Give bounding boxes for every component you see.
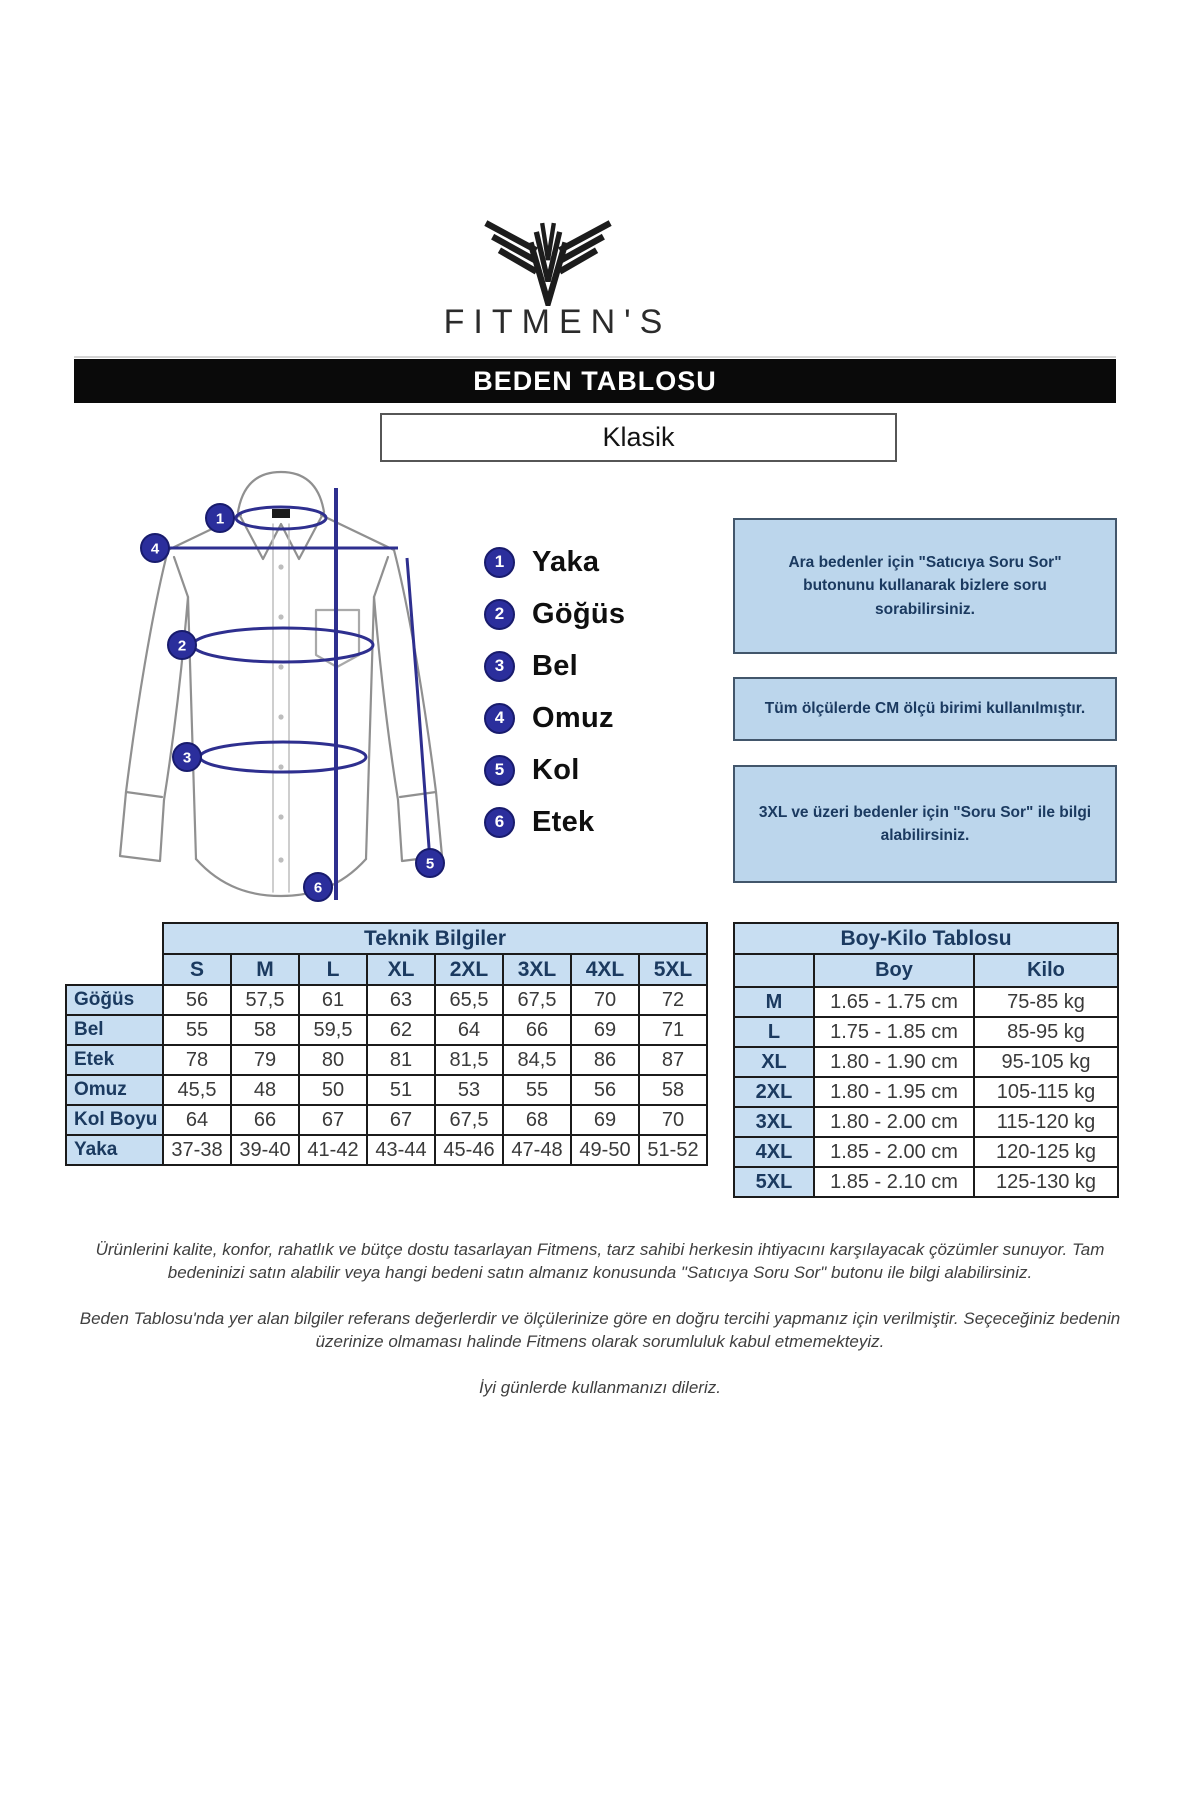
measure-value: 55: [163, 1015, 231, 1045]
measure-value: 66: [231, 1105, 299, 1135]
measure-marker-num: 2: [177, 637, 187, 655]
height-value: 1.80 - 1.95 cm: [814, 1077, 974, 1107]
measure-value: 71: [639, 1015, 707, 1045]
height-weight-table: [733, 922, 1119, 1198]
measure-value: 72: [639, 985, 707, 1015]
measure-value: 37-38: [163, 1135, 231, 1165]
footer-paragraph: İyi günlerde kullanmanızı dileriz.: [479, 1378, 721, 1397]
measure-value: 69: [571, 1015, 639, 1045]
legend-item-1: [484, 543, 734, 581]
footer-paragraph: Beden Tablosu'nda yer alan bilgiler referans değerlerdir ve ölçülerinize göre en doğru tercihi yapmanız için verilmiştir. Seçeceğiniz bedenin üzerinize olmaması halinde Fitmens olarak sorumluluk kabul etmemekteyiz.: [79, 1309, 1121, 1351]
measure-value: 57,5: [231, 985, 299, 1015]
measure-value: 39-40: [231, 1135, 299, 1165]
measure-value: 62: [367, 1015, 435, 1045]
measure-value: 67: [299, 1105, 367, 1135]
legend-num-badge: 6: [484, 807, 515, 838]
measure-value: 45-46: [435, 1135, 503, 1165]
measure-value: 70: [639, 1105, 707, 1135]
measure-row-label: Bel: [66, 1015, 163, 1045]
measure-value: 81: [367, 1045, 435, 1075]
page-title: BEDEN TABLOSU: [473, 365, 717, 396]
measure-row-label: Etek: [66, 1045, 163, 1075]
measure-value: 56: [163, 985, 231, 1015]
measure-value: 84,5: [503, 1045, 571, 1075]
measure-row: [66, 1105, 707, 1135]
legend-item-3: [484, 647, 734, 685]
legend-item-2: [484, 595, 734, 633]
tech-table-header-row: [66, 923, 707, 954]
subtitle: Klasik: [602, 422, 675, 452]
legend-label: Yaka: [532, 545, 600, 578]
height-weight-row: [734, 1017, 1118, 1047]
size-col-header-m: M: [231, 954, 299, 985]
measure-value: 48: [231, 1075, 299, 1105]
body-table-title: Boy-Kilo Tablosu: [734, 923, 1118, 954]
body-table-header-row: [734, 923, 1118, 954]
size-cell-4xl: 4XL: [734, 1137, 814, 1167]
measure-value: 58: [231, 1015, 299, 1045]
measure-value: 58: [639, 1075, 707, 1105]
legend-item-5: [484, 751, 734, 789]
size-col-header-5xl: 5XL: [639, 954, 707, 985]
measure-value: 53: [435, 1075, 503, 1105]
size-col-header-l: L: [299, 954, 367, 985]
measure-value: 56: [571, 1075, 639, 1105]
measure-value: 79: [231, 1045, 299, 1075]
measure-value: 47-48: [503, 1135, 571, 1165]
size-col-blank: [734, 954, 814, 987]
footer-paragraph: Ürünlerini kalite, konfor, rahatlık ve bütçe dostu tasarlayan Fitmens, tarz sahibi herkesin ihtiyacını karşılayacak çözümler sunuyor. Tam bedeninizi satın alabilir veya hangi bedeni satın almanız konusunda "Satıcıya Soru Sor" butonu ile bilgi alabilirsiniz.: [95, 1240, 1105, 1282]
legend-num-badge: 4: [484, 703, 515, 734]
weight-value: 120-125 kg: [974, 1137, 1118, 1167]
measure-value: 70: [571, 985, 639, 1015]
info-box-intermediate-sizes: [733, 518, 1117, 654]
weight-value: 95-105 kg: [974, 1047, 1118, 1077]
collar-button: [272, 509, 290, 518]
buttons: [278, 564, 283, 862]
weight-value: 105-115 kg: [974, 1077, 1118, 1107]
size-cell-xl: XL: [734, 1047, 814, 1077]
measure-value: 41-42: [299, 1135, 367, 1165]
measure-value: 67: [367, 1105, 435, 1135]
measure-row: [66, 1135, 707, 1165]
legend-label: Omuz: [532, 701, 614, 734]
measure-marker-num: 6: [313, 879, 323, 897]
blank-cell: [66, 923, 163, 985]
measure-marker-num: 3: [182, 749, 192, 767]
info-box-text: Tüm ölçülerde CM ölçü birimi kullanılmıştır.: [764, 700, 1086, 718]
measure-row-label: Kol Boyu: [66, 1105, 163, 1135]
size-cell-3xl: 3XL: [734, 1107, 814, 1137]
legend-num-badge: 5: [484, 755, 515, 786]
legend-item-4: [484, 699, 734, 737]
measure-row-label: Yaka: [66, 1135, 163, 1165]
measure-value: 86: [571, 1045, 639, 1075]
legend-item-6: [484, 803, 734, 841]
tech-table-title: Teknik Bilgiler: [163, 923, 707, 954]
height-value: 1.85 - 2.00 cm: [814, 1137, 974, 1167]
measure-value: 63: [367, 985, 435, 1015]
measure-value: 67,5: [503, 985, 571, 1015]
height-col-header: Boy: [814, 954, 974, 987]
weight-value: 125-130 kg: [974, 1167, 1118, 1197]
measure-value: 51-52: [639, 1135, 707, 1165]
size-col-header-4xl: 4XL: [571, 954, 639, 985]
measure-value: 55: [503, 1075, 571, 1105]
height-value: 1.65 - 1.75 cm: [814, 987, 974, 1017]
measure-row: [66, 1015, 707, 1045]
measure-row: [66, 1075, 707, 1105]
measure-value: 43-44: [367, 1135, 435, 1165]
measure-row: [66, 1045, 707, 1075]
measure-value: 64: [163, 1105, 231, 1135]
size-col-header-s: S: [163, 954, 231, 985]
size-cell-m: M: [734, 987, 814, 1017]
size-col-header-3xl: 3XL: [503, 954, 571, 985]
height-value: 1.75 - 1.85 cm: [814, 1017, 974, 1047]
legend-label: Bel: [532, 649, 579, 682]
weight-value: 85-95 kg: [974, 1017, 1118, 1047]
measure-value: 51: [367, 1075, 435, 1105]
height-weight-row: [734, 987, 1118, 1017]
size-header-row: [66, 954, 707, 985]
measure-row-label: Göğüs: [66, 985, 163, 1015]
measure-value: 64: [435, 1015, 503, 1045]
height-weight-row: [734, 1137, 1118, 1167]
height-weight-row: [734, 1077, 1118, 1107]
size-col-header-xl: XL: [367, 954, 435, 985]
height-value: 1.80 - 2.00 cm: [814, 1107, 974, 1137]
measure-row: [66, 985, 707, 1015]
measure-value: 67,5: [435, 1105, 503, 1135]
size-cell-5xl: 5XL: [734, 1167, 814, 1197]
height-value: 1.85 - 2.10 cm: [814, 1167, 974, 1197]
measure-value: 65,5: [435, 985, 503, 1015]
measure-marker-num: 1: [215, 510, 225, 528]
measure-value: 66: [503, 1015, 571, 1045]
measure-value: 59,5: [299, 1015, 367, 1045]
legend: [484, 543, 734, 855]
height-weight-row: [734, 1047, 1118, 1077]
info-box-3xl-plus: [733, 765, 1117, 883]
legend-num-badge: 1: [484, 547, 515, 578]
wings-emblem-icon: [480, 214, 616, 306]
size-table: [65, 922, 708, 1166]
legend-num-badge: 3: [484, 651, 515, 682]
weight-value: 75-85 kg: [974, 987, 1118, 1017]
height-weight-row: [734, 1167, 1118, 1197]
height-value: 1.80 - 1.90 cm: [814, 1047, 974, 1077]
body-table-columns-row: [734, 954, 1118, 987]
size-cell-2xl: 2XL: [734, 1077, 814, 1107]
measure-value: 87: [639, 1045, 707, 1075]
measure-value: 50: [299, 1075, 367, 1105]
measure-row-label: Omuz: [66, 1075, 163, 1105]
measure-value: 81,5: [435, 1045, 503, 1075]
header-divider: [74, 356, 1116, 358]
weight-col-header: Kilo: [974, 954, 1118, 987]
title-banner: [74, 359, 1116, 403]
info-box-text: 3XL ve üzeri bedenler için "Soru Sor" ile bilgi alabilirsiniz.: [758, 803, 1092, 844]
size-col-header-2xl: 2XL: [435, 954, 503, 985]
legend-label: Etek: [532, 805, 595, 838]
shirt-diagram: [110, 462, 460, 902]
info-box-cm-unit: [733, 677, 1117, 741]
footer: [69, 1238, 1131, 1422]
measure-value: 80: [299, 1045, 367, 1075]
legend-num-badge: 2: [484, 599, 515, 630]
legend-label: Göğüs: [532, 597, 626, 630]
brand-wordmark: FITMEN'S: [443, 303, 672, 341]
measure-marker-num: 5: [425, 855, 435, 873]
measure-value: 69: [571, 1105, 639, 1135]
height-weight-row: [734, 1107, 1118, 1137]
legend-label: Kol: [532, 753, 580, 786]
measure-value: 68: [503, 1105, 571, 1135]
weight-value: 115-120 kg: [974, 1107, 1118, 1137]
measure-value: 45,5: [163, 1075, 231, 1105]
measure-marker-num: 4: [150, 540, 160, 558]
size-cell-l: L: [734, 1017, 814, 1047]
info-box-text: Ara bedenler için "Satıcıya Soru Sor" butonunu kullanarak bizlere soru sorabilirsiniz.: [788, 554, 1062, 618]
measure-value: 49-50: [571, 1135, 639, 1165]
measure-value: 78: [163, 1045, 231, 1075]
measure-value: 61: [299, 985, 367, 1015]
subtitle-box: [380, 413, 897, 462]
